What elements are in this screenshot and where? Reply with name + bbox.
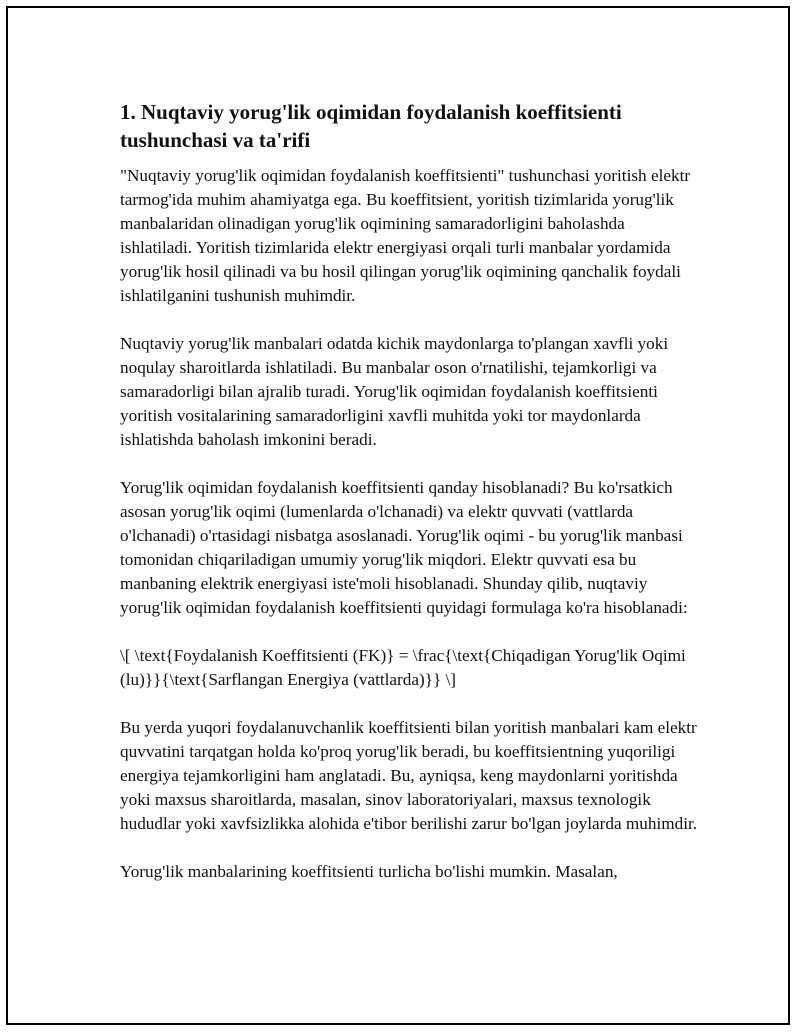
paragraph-intro: "Nuqtaviy yorug'lik oqimidan foydalanish koeffitsienti" tushunchasi yoritish elektr tarmog'ida muhim ahamiyatga ega. Bu koeffitsient, yoritish tizimlarida yorug'lik manbalaridan olinadigan yorug'lik oqimining samaradorligini baholashda ishlatiladi. Yoritish tizimlarida elektr energiyasi orqali turli manbalar yordamida yorug'lik hosil qilinadi va bu hosil qilingan yorug'lik oqimining qanchalik foydali ishlatilganini tushunish muhimdir. [120,166,691,305]
page-frame [6,6,790,1025]
paragraph-variation: Yorug'lik manbalarining koeffitsienti turlicha bo'lishi mumkin. Masalan, [120,862,618,881]
paragraph-calculation: Yorug'lik oqimidan foydalanish koeffitsienti qanday hisoblanadi? Bu ko'rsatkich asosan yorug'lik oqimi (lumenlarda o'lchanadi) va elektr quvvati (vattlarda o'lchanadi) o'rtasidagi nisbatga asoslanadi. Yorug'lik oqimi - bu yorug'lik manbasi tomonidan chiqariladigan umumiy yorug'lik miqdori. Elektr quvvati esa bu manbaning elektrik energiyasi iste'moli hisoblanadi. Shunday qilib, nuqtaviy yorug'lik oqimidan foydalanish koeffitsienti quyidagi formulaga ko'ra hisoblanadi: [120,478,688,617]
section-heading: 1. Nuqtaviy yorug'lik oqimidan foydalanish koeffitsienti tushunchasi va ta'rifi [120,100,622,152]
paragraph-efficiency: Bu yerda yuqori foydalanuvchanlik koeffitsienti bilan yoritish manbalari kam elektr quvvatini tarqatgan holda ko'proq yorug'lik beradi, bu koeffitsientning yuqoriligi energiya tejamkorligini ham anglatadi. Bu, ayniqsa, keng maydonlarni yoritishda yoki maxsus sharoitlarda, masalan, sinov laboratoriyalari, maxsus texnologik hududlar yoki xavfsizlikka alohida e'tibor berilishi zarur bo'lgan joylarda muhimdir. [120,718,698,833]
document-content [120,98,700,908]
formula-text: \[ \text{Foydalanish Koeffitsienti (FK)} = \frac{\text{Chiqadigan Yorug'lik Oqimi (lu)}}{\text{Sarflangan Energiya (vattlarda)}} \] [120,646,686,689]
paragraph-point-sources: Nuqtaviy yorug'lik manbalari odatda kichik maydonlarga to'plangan xavfli yoki noqulay sharoitlarda ishlatiladi. Bu manbalar oson o'rnatilishi, tejamkorligi va samaradorligi bilan ajralib turadi. Yorug'lik oqimidan foydalanish koeffitsienti yoritish vositalarining samaradorligini xavfli muhitda yoki tor maydonlarda ishlatishda baholash imkonini beradi. [120,334,669,449]
